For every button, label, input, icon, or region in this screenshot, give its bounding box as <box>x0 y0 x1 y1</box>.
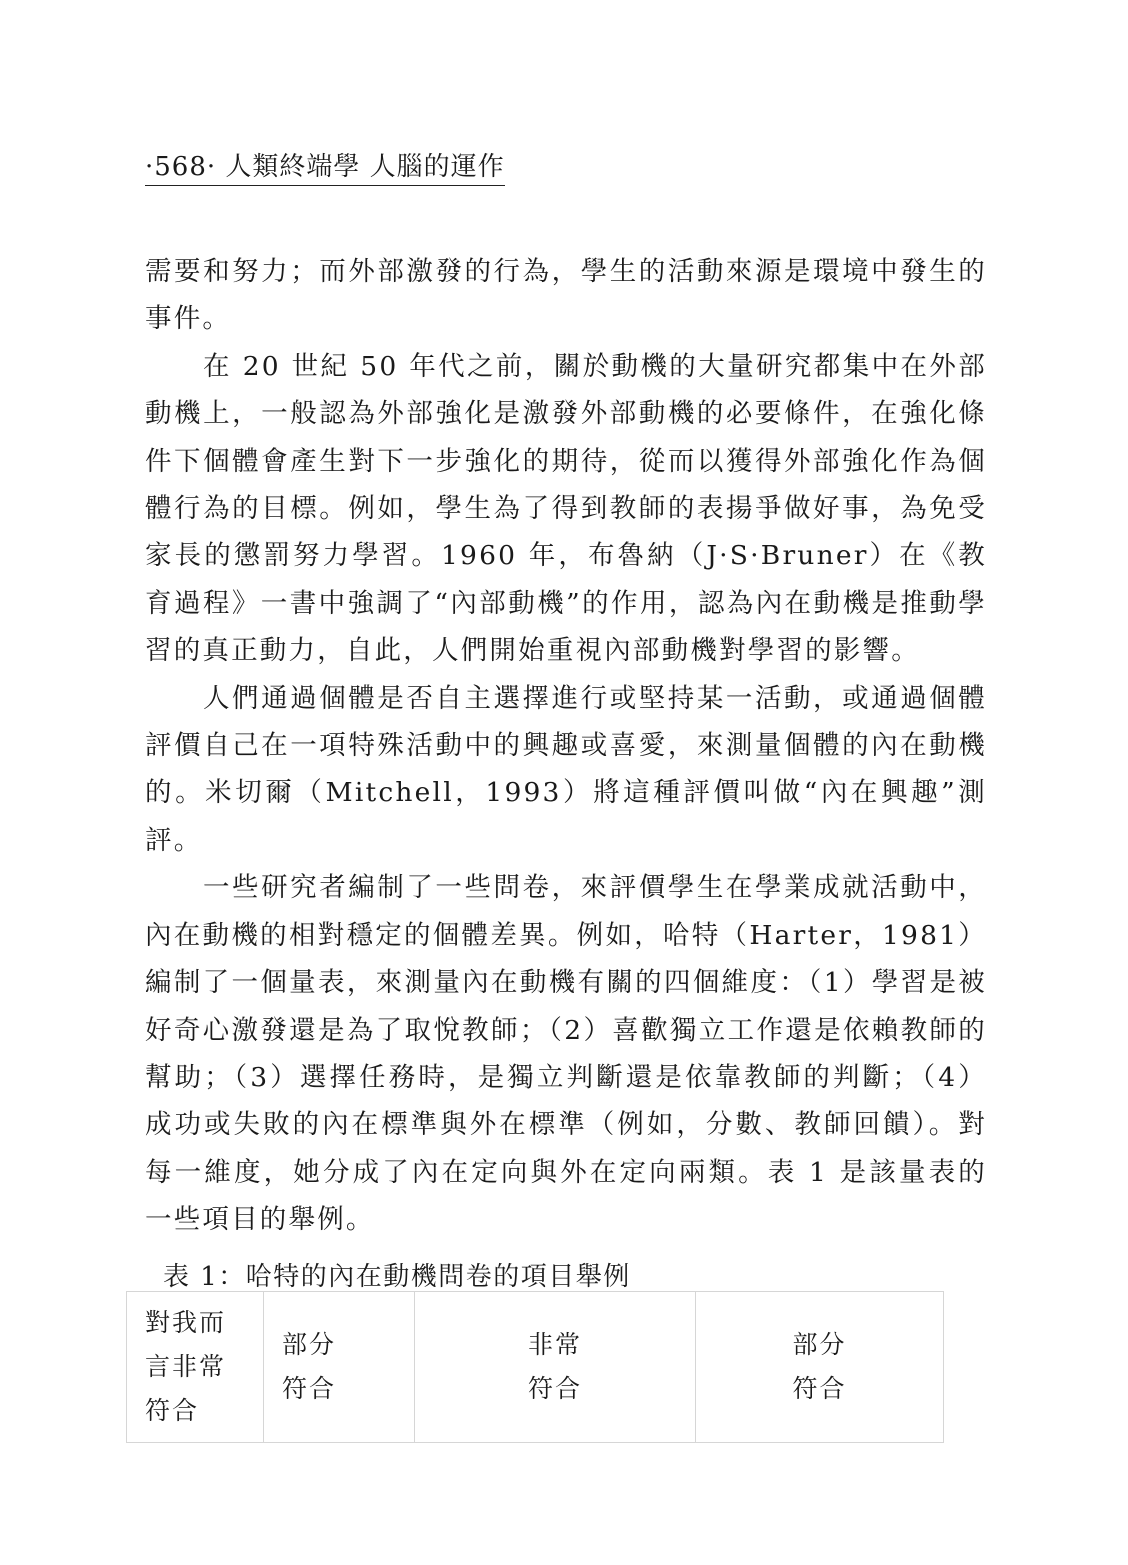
paragraph: 需要和努力；而外部激發的行為，學生的活動來源是環境中發生的事件。 <box>145 256 987 335</box>
cell-line: 部分 <box>792 1330 847 1359</box>
paragraph: 在 20 世紀 50 年代之前，關於動機的大量研究都集中在外部動機上，一般認為外部強化是激發外部動機的必要條件，在強化條件下個體會產生對下一步強化的期待，從而以獲得外部強化作為個體行為的目標。例如，學生為了得到教師的表揚爭做好事，為免受家長的懲罰努力學習。1960 年，布魯納（J·S·Bruner）在《教育過程》一書中強調了“內部動機”的作用，認為內在動機是推動學習的真正動力，自此，人們開始重視內部動機對學習的影響。 <box>145 350 987 667</box>
cell-line: 符合 <box>145 1396 200 1425</box>
table-cell <box>127 1292 264 1443</box>
table-caption: 表 1：哈特的內在動機問卷的項目舉例 <box>163 1262 631 1292</box>
table-cell <box>696 1292 944 1443</box>
survey-table <box>126 1291 944 1443</box>
table-cell <box>264 1292 415 1443</box>
cell-line: 非常 <box>527 1330 582 1359</box>
cell-line: 符合 <box>527 1374 582 1403</box>
cell-line: 符合 <box>792 1374 847 1403</box>
page-header: ·568· 人類終端學 人腦的運作 <box>145 146 505 186</box>
paragraph: 一些研究者編制了一些問卷，來評價學生在學業成就活動中，內在動機的相對穩定的個體差異。例如，哈特（Harter，1981）編制了一個量表，來測量內在動機有關的四個維度：（1）學習是被好奇心激發還是為了取悅教師；（2）喜歡獨立工作還是依賴教師的幫助；（3）選擇任務時，是獨立判斷還是依靠教師的判斷；（4）成功或失敗的內在標準與外在標準（例如，分數、教師回饋）。對每一維度，她分成了內在定向與外在定向兩類。表 1 是該量表的一些項目的舉例。 <box>145 872 987 1236</box>
table-cell <box>415 1292 696 1443</box>
cell-line: 言非常 <box>145 1352 227 1381</box>
paragraph: 人們通過個體是否自主選擇進行或堅持某一活動，或通過個體評價自己在一項特殊活動中的興趣或喜愛，來測量個體的內在動機的。米切爾（Mitchell，1993）將這種評價叫做“內在興趣”測評。 <box>145 682 987 856</box>
body-text <box>145 248 987 1244</box>
cell-line: 對我而 <box>145 1308 227 1337</box>
cell-line: 部分 <box>282 1330 337 1359</box>
cell-line: 符合 <box>282 1374 337 1403</box>
table-row <box>127 1292 944 1443</box>
